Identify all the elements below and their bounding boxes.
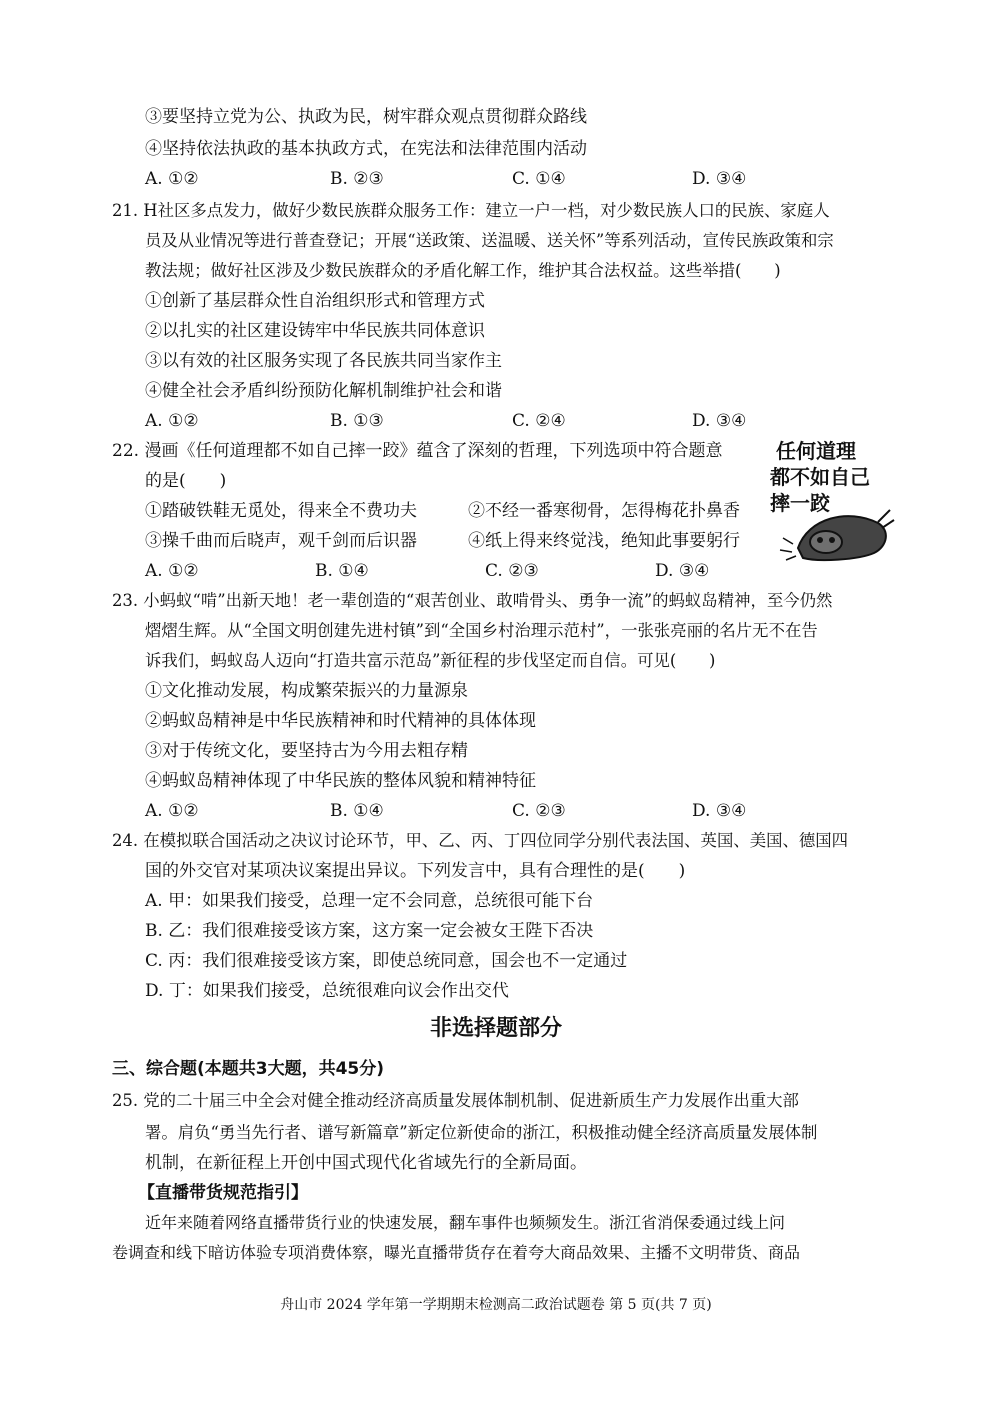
q21-item-4: ④健全社会矛盾纠纷预防化解机制维护社会和谐: [145, 381, 502, 401]
q24-stem-line-2: 国的外交官对某项决议案提出异议。下列发言中，具有合理性的是( ): [145, 861, 686, 881]
q22-option-c: C. ②③: [485, 561, 539, 581]
q23-item-3: ③对于传统文化，要坚持古为今用去粗存精: [145, 741, 468, 761]
q22-item-4: ④纸上得来终觉浅，绝知此事要躬行: [468, 531, 740, 551]
q22-stem-line-2: 的是( ): [145, 471, 227, 491]
q22-option-a: A. ①②: [145, 561, 199, 581]
q20-item-4: ④坚持依法执政的基本执政方式，在宪法和法律范围内活动: [145, 139, 587, 159]
q23-item-4: ④蚂蚁岛精神体现了中华民族的整体风貌和精神特征: [145, 771, 536, 791]
q23-option-a: A. ①②: [145, 801, 199, 821]
q22-option-b: B. ①④: [315, 561, 369, 581]
q23-option-b: B. ①④: [330, 801, 384, 821]
page-footer: 舟山市 2024 学年第一学期期末检测高二政治试题卷 第 5 页(共 7 页): [280, 1297, 712, 1313]
q24-option-b: B. 乙：我们很难接受该方案，这方案一定会被女王陛下否决: [145, 921, 594, 941]
q22-item-1: ①踏破铁鞋无觅处，得来全不费功夫: [145, 501, 417, 521]
cartoon-illustration: [770, 438, 890, 568]
q23-item-1: ①文化推动发展，构成繁荣振兴的力量源泉: [145, 681, 468, 701]
q23-option-d: D. ③④: [692, 801, 747, 821]
q24-option-a: A. 甲：如果我们接受，总理一定不会同意，总统很可能下台: [145, 891, 594, 911]
q24-option-d: D. 丁：如果我们接受，总统很难向议会作出交代: [145, 981, 509, 1001]
q20-option-a: A. ①②: [145, 169, 199, 189]
q22-stem-line-1: 22. 漫画《任何道理都不如自己摔一跤》蕴含了深刻的哲理，下列选项中符合题意: [112, 441, 723, 461]
q23-stem-line-3: 诉我们，蚂蚁岛人迈向“打造共富示范岛”新征程的步伐坚定而自信。可见( ): [145, 651, 716, 670]
q20-item-3: ③要坚持立党为公、执政为民，树牢群众观点贯彻群众路线: [145, 107, 587, 127]
q21-item-3: ③以有效的社区服务实现了各民族共同当家作主: [145, 351, 502, 371]
q20-option-d: D. ③④: [692, 169, 747, 189]
q21-stem-line-3: 教法规；做好社区涉及少数民族群众的矛盾化解工作，维护其合法权益。这些举措( ): [145, 261, 781, 280]
q21-option-c: C. ②④: [512, 411, 566, 431]
q25-material-title: 【直播带货规范指引】: [138, 1183, 308, 1203]
q21-stem-line-1: 21. H社区多点发力，做好少数民族群众服务工作：建立一户一档，对少数民族人口的民族、家庭人: [112, 201, 830, 220]
q25-stem-line-2: 署。肩负“勇当先行者、谱写新篇章”新定位新使命的浙江，积极推动健全经济高质量发展体制: [145, 1123, 818, 1142]
part-heading: 非选择题部分: [429, 1016, 562, 1041]
q23-item-2: ②蚂蚁岛精神是中华民族精神和时代精神的具体体现: [145, 711, 536, 731]
cartoon-caption-line-1: 任何道理: [776, 439, 856, 463]
q24-stem-line-1: 24. 在模拟联合国活动之决议讨论环节，甲、乙、丙、丁四位同学分别代表法国、英国、美国、德国四: [112, 831, 849, 850]
q21-item-1: ①创新了基层群众性自治组织形式和管理方式: [145, 291, 485, 311]
q21-option-d: D. ③④: [692, 411, 747, 431]
section-3-title: 三、综合题(本题共3大题，共45分): [112, 1059, 385, 1079]
q21-stem-line-2: 员及从业情况等进行普查登记；开展“送政策、送温暖、送关怀”等系列活动，宣传民族政策和宗: [145, 231, 834, 250]
q23-stem-line-1: 23. 小蚂蚁“啃”出新天地！老一辈创造的“艰苦创业、敢啃骨头、勇争一流”的蚂蚁岛精神，至今仍然: [112, 591, 833, 610]
q23-option-c: C. ②③: [512, 801, 566, 821]
q21-item-2: ②以扎实的社区建设铸牢中华民族共同体意识: [145, 321, 485, 341]
q22-option-d: D. ③④: [655, 561, 710, 581]
q25-stem-line-1: 25. 党的二十届三中全会对健全推动经济高质量发展体制机制、促进新质生产力发展作出重大部: [112, 1091, 799, 1110]
q21-option-b: B. ①③: [330, 411, 384, 431]
q22-item-3: ③操千曲而后晓声，观千剑而后识器: [145, 531, 417, 551]
cartoon-caption-line-3: 摔一跤: [770, 491, 830, 515]
q21-option-a: A. ①②: [145, 411, 199, 431]
q20-option-c: C. ①④: [512, 169, 566, 189]
q25-stem-line-3: 机制，在新征程上开创中国式现代化省域先行的全新局面。: [145, 1153, 587, 1173]
q25-material-line-1: 近年来随着网络直播带货行业的快速发展，翻车事件也频频发生。浙江省消保委通过线上问: [145, 1213, 786, 1232]
fallen-animal-icon: [778, 498, 898, 568]
cartoon-caption-line-2: 都不如自己: [770, 465, 870, 489]
q25-material-line-2: 卷调查和线下暗访体验专项消费体察，曝光直播带货存在着夸大商品效果、主播不文明带货、商品: [112, 1243, 801, 1262]
q23-stem-line-2: 熠熠生辉。从“全国文明创建先进村镇”到“全国乡村治理示范村”，一张张亮丽的名片无不在告: [145, 621, 818, 640]
q22-item-2: ②不经一番寒彻骨，怎得梅花扑鼻香: [468, 501, 740, 521]
q20-option-b: B. ②③: [330, 169, 384, 189]
q24-option-c: C. 丙：我们很难接受该方案，即使总统同意，国会也不一定通过: [145, 951, 628, 971]
